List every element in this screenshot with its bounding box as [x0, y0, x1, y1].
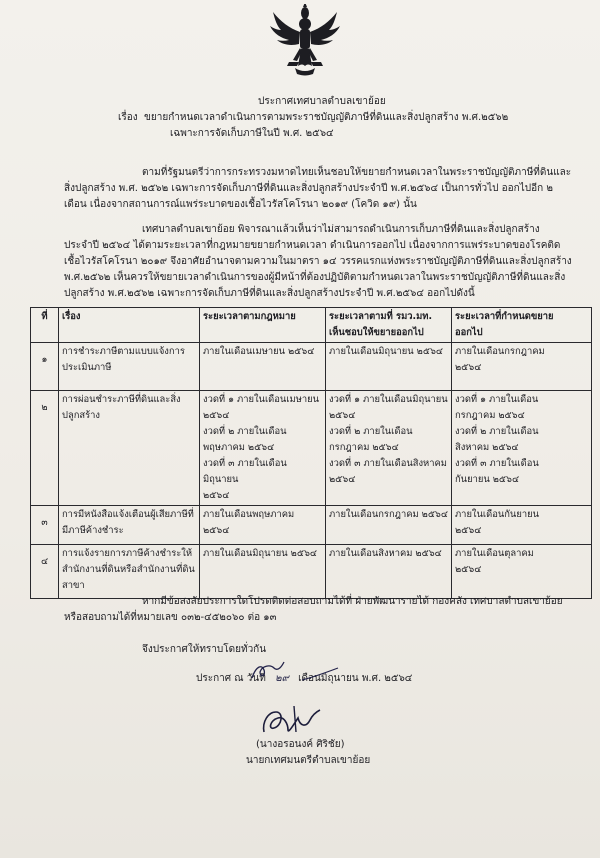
row-legal-period: ภายในเดือนเมษายน ๒๕๖๔ [200, 343, 326, 391]
handwritten-mark-icon [300, 664, 340, 686]
row-approved-period: ภายในเดือนมิถุนายน ๒๕๖๔ [326, 343, 452, 391]
row-approved-period: ภายในเดือนสิงหาคม ๒๕๖๔ [326, 545, 452, 599]
row-subject: การผ่อนชำระภาษีที่ดินและสิ่ง ปลูกสร้าง [59, 391, 200, 506]
paragraph-2-line-1: เทศบาลตำบลเขาย้อย พิจารณาแล้วเห็นว่าไม่สามารถดำเนินการเก็บภาษีที่ดินและสิ่งปลูกสร้าง [142, 224, 540, 235]
paragraph-2-line-2: ประจำปี ๒๕๖๔ ได้ตามระยะเวลาที่กฎหมายขยายกำหนดเวลา ดำเนินการออกไป เนื่องจากการแพร่ระบาดของโรคติด [64, 240, 561, 251]
row-subject: การแจ้งรายการภาษีค้างชำระให้ สำนักงานที่ดินหรือสำนักงานที่ดิน สาขา [59, 545, 200, 599]
row-subject: การมีหนังสือแจ้งเตือนผู้เสียภาษีที่ มีภาษีค้างชำระ [59, 506, 200, 545]
subject-line [118, 111, 508, 124]
row-extended-period: ภายในเดือนกรกฎาคม ๒๕๖๔ [452, 343, 592, 391]
subject-label: เรื่อง [118, 112, 138, 123]
table-row [31, 391, 592, 506]
contact-line-2: หรือสอบถามได้ที่หมายเลข ๐๓๒-๔๕๒๐๖๐ ต่อ ๑๓ [64, 612, 277, 623]
column-header-approved-period: ระยะเวลาตามที่ รมว.มท. เห็นชอบให้ขยายออกไป [326, 308, 452, 343]
table-row [31, 343, 592, 391]
subject-text: ขยายกำหนดเวลาดำเนินการตามพระราชบัญญัติภาษีที่ดินและสิ่งปลูกสร้าง พ.ศ.๒๕๖๒ [144, 112, 509, 123]
row-legal-period: ภายในเดือนพฤษภาคม ๒๕๖๔ [200, 506, 326, 545]
column-header-legal-period: ระยะเวลาตามกฎหมาย [200, 308, 326, 343]
date-prefix: ประกาศ ณ วันที่ [196, 673, 266, 684]
column-header-subject: เรื่อง [59, 308, 200, 343]
row-extended-period: งวดที่ ๑ ภายในเดือน กรกฎาคม ๒๕๖๔ งวดที่ ๒ ภายในเดือน สิงหาคม ๒๕๖๔ งวดที่ ๓ ภายในเดือน กันยายน ๒๕๖๔ [452, 391, 592, 506]
date-month: เดือนมิถุนายน [298, 673, 359, 684]
paragraph-2-line-4: พ.ศ.๒๕๖๒ เห็นควรให้ขยายเวลาดำเนินการของผู้มีหน้าที่ต้องปฏิบัติตามกำหนดเวลาในพระราชบัญญัติภาษีที่ดินและสิ่ง [64, 272, 566, 283]
row-subject: การชำระภาษีตามแบบแจ้งการ ประเมินภาษี [59, 343, 200, 391]
date-day: ๒๙ [274, 673, 289, 684]
column-header-number: ที่ [31, 308, 59, 343]
announcement-title: ประกาศเทศบาลตำบลเขาย้อย [258, 96, 386, 107]
row-extended-period: ภายในเดือนตุลาคม ๒๕๖๔ [452, 545, 592, 599]
contact-line-1: หากมีข้อสงสัยประการใดโปรดติดต่อสอบถามได้ที่ ฝ่ายพัฒนารายได้ กองคลัง เทศบาลตำบลเขาย้อย [142, 596, 563, 607]
subject-line-2: เฉพาะการจัดเก็บภาษีในปี พ.ศ. ๒๕๖๔ [170, 128, 334, 139]
paragraph-2-line-5: ปลูกสร้าง พ.ศ.๒๕๖๒ เฉพาะการจัดเก็บภาษีที่ดินและสิ่งปลูกสร้างประจำปี พ.ศ.๒๕๖๔ ออกไปดังนี้ [64, 288, 475, 299]
column-header-extended-period: ระยะเวลาที่กำหนดขยาย ออกไป [452, 308, 592, 343]
date-year: พ.ศ. ๒๕๖๔ [361, 673, 413, 684]
row-number: ๒ [31, 391, 59, 506]
row-number: ๑ [31, 343, 59, 391]
signature-icon [258, 702, 324, 738]
row-number: ๓ [31, 506, 59, 545]
row-extended-period: ภายในเดือนกันยายน ๒๕๖๔ [452, 506, 592, 545]
row-legal-period: งวดที่ ๑ ภายในเดือนเมษายน ๒๕๖๔ งวดที่ ๒ ภายในเดือน พฤษภาคม ๒๕๖๔ งวดที่ ๓ ภายในเดือนมิถุนายน ๒๕๖๔ [200, 391, 326, 506]
paragraph-2-line-3: เชื้อไวรัสโคโรนา ๒๐๑๙ จึงอาศัยอำนาจตามความในมาตรา ๑๔ วรรคแรกแห่งพระราชบัญญัติภาษีที่ดินและสิ่งปลูกสร้าง [64, 256, 572, 267]
table-row [31, 506, 592, 545]
handwritten-mark-icon [248, 660, 288, 682]
paragraph-1-line-1: ตามที่รัฐมนตรีว่าการกระทรวงมหาดไทยเห็นชอบให้ขยายกำหนดเวลาในพระราชบัญญัติภาษีที่ดินและ [142, 167, 572, 178]
row-approved-period: งวดที่ ๑ ภายในเดือนมิถุนายน ๒๕๖๔ งวดที่ ๒ ภายในเดือน กรกฎาคม ๒๕๖๔ งวดที่ ๓ ภายในเดือนสิงหาคม ๒๕๖๔ [326, 391, 452, 506]
row-legal-period: ภายในเดือนมิถุนายน ๒๕๖๔ [200, 545, 326, 599]
table-row [31, 545, 592, 599]
table-header-row [31, 308, 592, 343]
signer-position: นายกเทศมนตรีตำบลเขาย้อย [246, 755, 371, 766]
signer-name: (นางอรอนงค์ ศิริชัย) [256, 739, 345, 750]
row-number: ๔ [31, 545, 59, 599]
paragraph-1-line-3: เดือน เนื่องจากสถานการณ์แพร่ระบาดของเชื้อไวรัสโคโรนา ๒๐๑๙ (โควิด ๑๙) นั้น [64, 199, 417, 210]
garuda-emblem-icon [267, 4, 343, 76]
announce-statement: จึงประกาศให้ทราบโดยทั่วกัน [142, 644, 267, 655]
row-approved-period: ภายในเดือนกรกฎาคม ๒๕๖๔ [326, 506, 452, 545]
extension-schedule-table [30, 307, 592, 599]
paragraph-1-line-2: สิ่งปลูกสร้าง พ.ศ. ๒๕๖๒ เฉพาะการจัดเก็บภาษีที่ดินและสิ่งปลูกสร้างประจำปี พ.ศ.๒๕๖๔ เป็นการทั่วไป ออกไปอีก ๒ [64, 183, 553, 194]
